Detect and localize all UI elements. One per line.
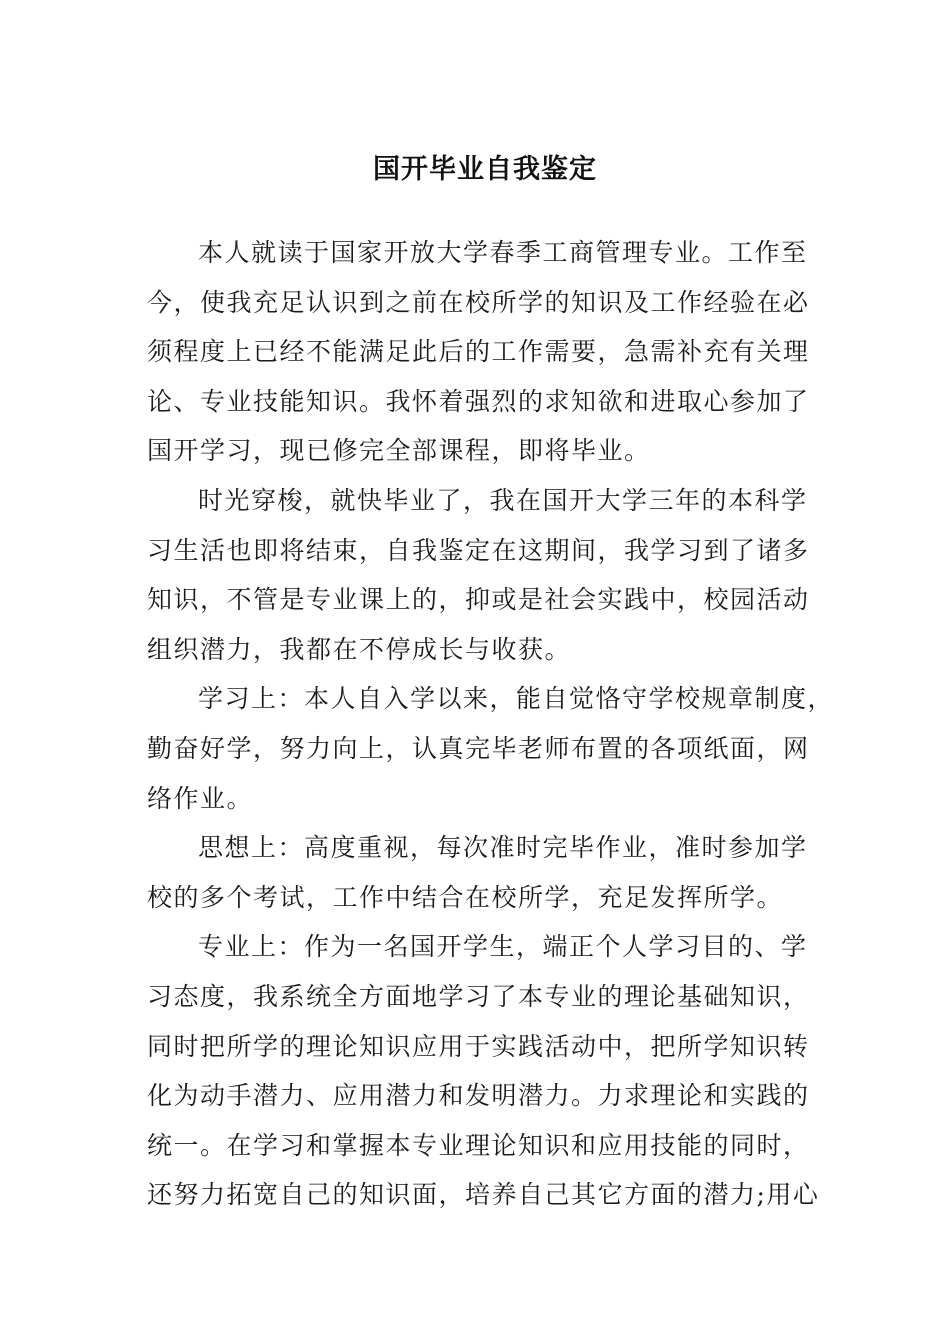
text-line: 还努力拓宽自己的知识面，培养自己其它方面的潜力;用心 xyxy=(147,1180,820,1210)
text-line: 国开学习，现已修完全部课程，即将毕业。 xyxy=(147,436,651,466)
text-line: 同时把所学的理论知识应用于实践活动中，把所学知识转 xyxy=(147,1031,810,1061)
paragraph-thought xyxy=(147,823,807,922)
text-line: 今，使我充足认识到之前在校所学的知识及工作经验在必 xyxy=(147,287,810,317)
text-line: 论、专业技能知识。我怀着强烈的求知欲和进取心参加了 xyxy=(147,386,810,416)
text-line: 习态度，我系统全方面地学习了本专业的理论基础知识， xyxy=(147,981,810,1011)
paragraph-major xyxy=(147,922,820,1220)
text-line: 学习上：本人自入学以来，能自觉恪守学校规章制度， xyxy=(198,684,835,714)
text-line: 勤奋好学，努力向上，认真完毕老师布置的各项纸面，网 xyxy=(147,733,810,763)
text-line: 思想上：高度重视，每次准时完毕作业，准时参加学 xyxy=(198,833,808,863)
text-line: 校的多个考试，工作中结合在校所学，充足发挥所学。 xyxy=(147,882,784,912)
text-line: 知识，不管是专业课上的，抑或是社会实践中，校园活动 xyxy=(147,585,810,615)
paragraph-time-passing xyxy=(147,476,810,674)
paragraph-enrollment xyxy=(147,228,810,476)
text-line: 专业上：作为一名国开学生，端正个人学习目的、学 xyxy=(198,932,808,962)
text-line: 须程度上已经不能满足此后的工作需要，急需补充有关理 xyxy=(147,337,810,367)
text-line: 组织潜力，我都在不停成长与收获。 xyxy=(147,634,572,664)
text-line: 统一。在学习和掌握本专业理论知识和应用技能的同时， xyxy=(147,1130,810,1160)
text-line: 化为动手潜力、应用潜力和发明潜力。力求理论和实践的 xyxy=(147,1081,810,1111)
text-line: 本人就读于国家开放大学春季工商管理专业。工作至 xyxy=(198,238,808,267)
text-line: 时光穿梭，就快毕业了，我在国开大学三年的本科学 xyxy=(198,485,808,515)
text-line: 习生活也即将结束，自我鉴定在这期间，我学习到了诸多 xyxy=(147,535,810,565)
paragraph-study xyxy=(147,674,835,823)
text-line: 络作业。 xyxy=(147,783,254,813)
page-title: 国开毕业自我鉴定 xyxy=(373,154,597,185)
document-body xyxy=(147,228,835,1220)
